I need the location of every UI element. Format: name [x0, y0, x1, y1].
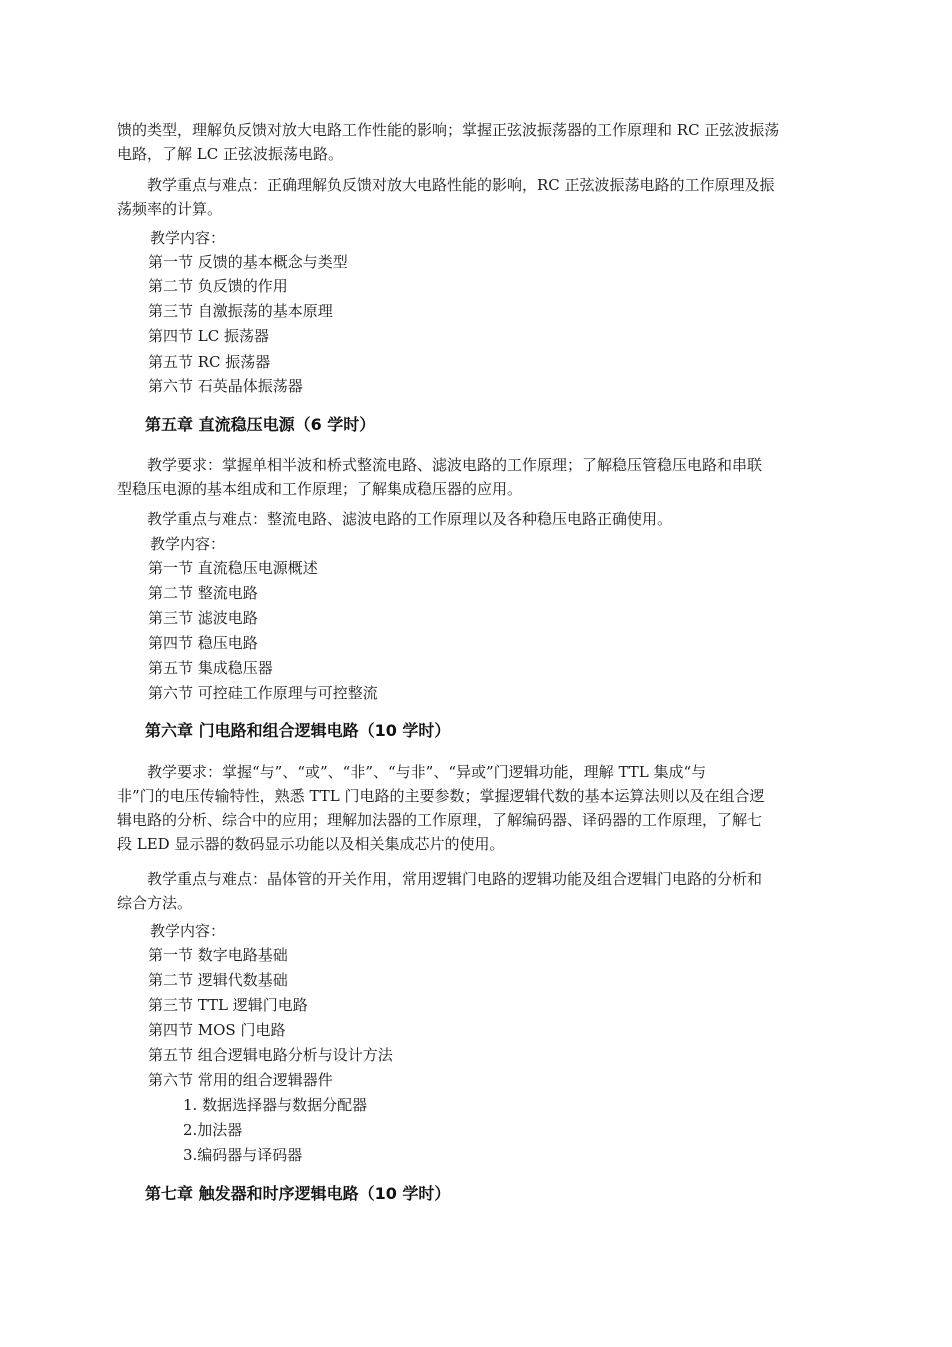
- paragraph-feedback-requirements: [117, 118, 839, 166]
- content-label: 教学内容：: [150, 535, 226, 553]
- content-label: 教学内容：: [150, 922, 226, 940]
- list-item: 第一节 直流稳压电源概述: [148, 559, 318, 577]
- text-line: 教学重点与难点：正确理解负反馈对放大电路性能的影响，RC 正弦波振荡电路的工作原理及振: [147, 176, 775, 194]
- list-item: 第四节 LC 振荡器: [148, 327, 269, 345]
- list-item: 第二节 逻辑代数基础: [148, 971, 288, 989]
- text-line: 荡频率的计算。: [117, 200, 223, 218]
- paragraph-requirements: [117, 453, 839, 501]
- chapter-heading: 第五章 直流稳压电源（6 学时）: [145, 415, 376, 434]
- sub-list-item: 3.编码器与译码器: [183, 1146, 303, 1164]
- text-line: 非”门的电压传输特性，熟悉 TTL 门电路的主要参数；掌握逻辑代数的基本运算法则以及在组合逻: [117, 787, 765, 805]
- list-item: 第六节 常用的组合逻辑器件: [148, 1071, 333, 1089]
- list-item: 第四节 稳压电路: [148, 634, 258, 652]
- paragraph-key-points: [117, 507, 839, 531]
- text-line: 教学要求：掌握“与”、“或”、“非”、“与非”、“异或”门逻辑功能，理解 TTL 集成“与: [147, 763, 707, 781]
- chapter-heading: 第六章 门电路和组合逻辑电路（10 学时）: [145, 721, 451, 740]
- list-item: 第五节 集成稳压器: [148, 659, 273, 677]
- list-item: 第五节 RC 振荡器: [148, 353, 271, 371]
- text-line: 教学重点与难点：晶体管的开关作用，常用逻辑门电路的逻辑功能及组合逻辑门电路的分析和: [147, 870, 763, 888]
- paragraph-key-points: [117, 173, 839, 221]
- text-line: 综合方法。: [117, 894, 193, 912]
- list-item: 第六节 可控硅工作原理与可控整流: [148, 684, 378, 702]
- list-item: 第二节 整流电路: [148, 584, 258, 602]
- list-item: 第三节 TTL 逻辑门电路: [148, 996, 308, 1014]
- sub-list-item: 2.加法器: [183, 1121, 243, 1139]
- paragraph-key-points: [117, 867, 839, 915]
- list-item: 第三节 滤波电路: [148, 609, 258, 627]
- paragraph-requirements: [117, 760, 839, 856]
- text-line: 教学要求：掌握单相半波和桥式整流电路、滤波电路的工作原理；了解稳压管稳压电路和串联: [147, 456, 763, 474]
- text-line: 段 LED 显示器的数码显示功能以及相关集成芯片的使用。: [117, 835, 505, 853]
- list-item: 第三节 自激振荡的基本原理: [148, 302, 333, 320]
- list-item: 第一节 反馈的基本概念与类型: [148, 253, 348, 271]
- content-label: 教学内容：: [150, 229, 226, 247]
- chapter-heading: 第七章 触发器和时序逻辑电路（10 学时）: [145, 1184, 451, 1203]
- text-line: 馈的类型，理解负反馈对放大电路工作性能的影响；掌握正弦波振荡器的工作原理和 RC 正弦波振荡: [117, 121, 780, 139]
- text-line: 电路，了解 LC 正弦波振荡电路。: [117, 145, 343, 163]
- list-item: 第二节 负反馈的作用: [148, 277, 288, 295]
- list-item: 第五节 组合逻辑电路分析与设计方法: [148, 1046, 393, 1064]
- sub-list-item: 1. 数据选择器与数据分配器: [183, 1096, 368, 1114]
- text-line: 辑电路的分析、综合中的应用；理解加法器的工作原理，了解编码器、译码器的工作原理，了解七: [117, 811, 763, 829]
- list-item: 第一节 数字电路基础: [148, 946, 288, 964]
- list-item: 第六节 石英晶体振荡器: [148, 377, 303, 395]
- text-line: 教学重点与难点：整流电路、滤波电路的工作原理以及各种稳压电路正确使用。: [147, 510, 673, 528]
- text-line: 型稳压电源的基本组成和工作原理；了解集成稳压器的应用。: [117, 480, 523, 498]
- list-item: 第四节 MOS 门电路: [148, 1021, 286, 1039]
